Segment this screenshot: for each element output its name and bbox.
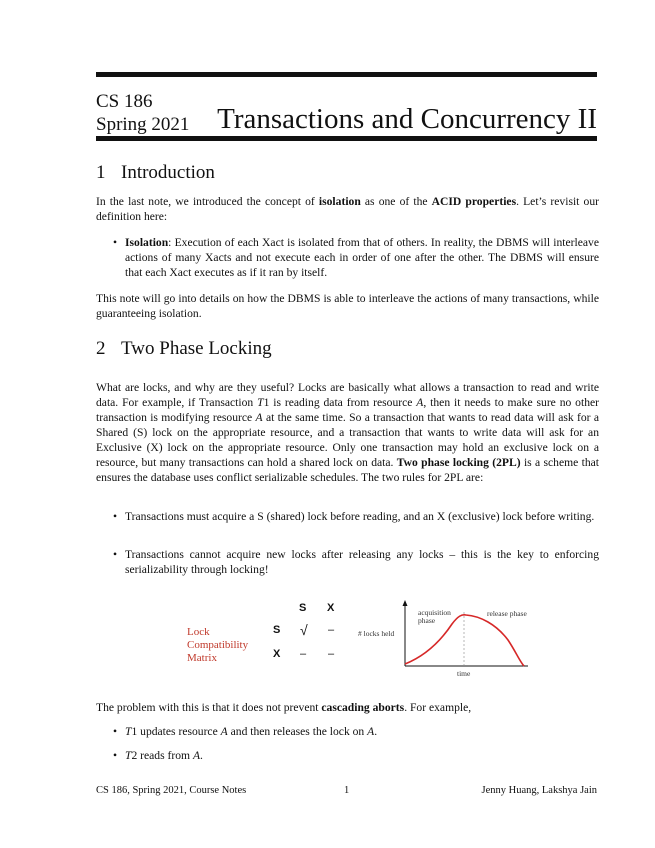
bullet-marker: • — [113, 548, 118, 561]
matrix-col-s: S — [299, 602, 307, 614]
course-code: CS 186 — [96, 91, 153, 112]
matrix-row-s: S — [273, 624, 281, 636]
section-heading-two-phase-locking: 2 Two Phase Locking — [96, 338, 272, 359]
cascade-step-2: T2 reads from A. — [125, 749, 203, 762]
matrix-label: Lock Compatibility Matrix — [187, 626, 249, 664]
locks-paragraph: What are locks, and why are they useful? Locks are basically what allows a transaction to read and write data. For example, if Transaction T1 is reading data from resource A, then it needs to make sure no other transaction is modifying resource A at the same time. So a transaction that wants to read data will ask for a Shared (S) lock on the appropriate resource, and a transaction that wants to write data will ask for an Exclusive (X) lock on the appropriate resource. Only one transaction may hold an exclusive lock on a resource, but many transactions can hold a shared lock on data. Two phase locking (2PL) is a scheme that ensures the database uses conflict serializable schedules. The two rules for 2PL are: — [96, 381, 600, 484]
matrix-cell-xx: – — [328, 648, 335, 660]
rule-2-text: Transactions cannot acquire new locks after releasing any locks – this is the key to enforcing serializability through locking! — [125, 548, 599, 576]
section-heading-introduction: 1 Introduction — [96, 162, 215, 183]
graph-y-axis-arrow — [403, 600, 408, 606]
bullet-marker: • — [113, 236, 118, 249]
footer-authors: Jenny Huang, Lakshya Jain — [481, 785, 597, 796]
isolation-definition: Isolation: Execution of each Xact is isolated from that of others. In reality, the DBMS will interleave actions of many Xacts and not execute each in order of one after the other. The DBMS will ensure that each Xact executes as if it ran by itself. — [125, 236, 599, 279]
matrix-cell-ss: √ — [300, 622, 308, 638]
intro-paragraph-2: This note will go into details on how the DBMS is able to interleave the actions of many transactions, while guaranteeing isolation. — [96, 292, 599, 320]
intro-paragraph: In the last note, we introduced the concept of isolation as one of the ACID properties. Let’s revisit our definition here: — [96, 195, 599, 223]
bullet-marker: • — [113, 725, 118, 738]
footer-page-number: 1 — [344, 785, 350, 796]
course-term: Spring 2021 — [96, 114, 190, 135]
graph-x-label: time — [457, 669, 471, 678]
cascade-step-1: T1 updates resource A and then releases the lock on A. — [125, 725, 378, 738]
graph-y-label: # locks held — [358, 629, 395, 638]
matrix-row-x: X — [273, 648, 281, 660]
rule-1-text: Transactions must acquire a S (shared) lock before reading, and an X (exclusive) lock before writing. — [125, 510, 595, 523]
course-info — [96, 90, 189, 136]
page-title: Transactions and Concurrency II — [217, 103, 597, 135]
matrix-cell-xs: – — [300, 648, 307, 660]
cascade-paragraph: The problem with this is that it does not prevent cascading aborts. For example, — [96, 701, 472, 714]
footer-course-notes: CS 186, Spring 2021, Course Notes — [96, 785, 247, 796]
header-bottom-rule — [96, 136, 597, 141]
matrix-col-x: X — [327, 602, 335, 614]
graph-phase2-label: release phase — [487, 609, 527, 618]
header-top-rule — [96, 72, 597, 77]
bullet-marker: • — [113, 749, 118, 762]
matrix-cell-sx: – — [328, 624, 335, 636]
bullet-marker: • — [113, 510, 118, 523]
graph-phase1-label: acquisition phase — [418, 608, 451, 625]
